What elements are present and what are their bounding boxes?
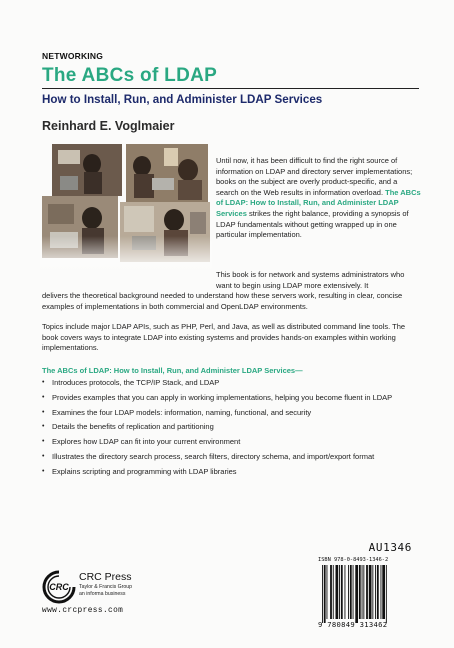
audience-paragraph-start: This book is for network and systems administrators who want to begin using LDAP more extensively. It [216,270,405,290]
barcode-bar [330,565,332,619]
barcode-bar [353,565,354,619]
barcode-bar [359,565,361,619]
category-label: NETWORKING [42,51,104,61]
crc-press-logo-icon [42,570,76,604]
bullet-icon: • [42,467,45,475]
barcode-bar [366,565,368,619]
barcode-bar [324,565,326,623]
barcode-bar [336,565,339,619]
bullet-icon: • [42,408,45,416]
barcode-bar [362,565,363,619]
barcode-bar [386,565,387,623]
barcode-bar [327,565,328,619]
list-item: • Details the benefits of replication and partitioning [42,422,214,432]
audience-paragraph-continued: delivers the theoretical background needed to understand how these servers work, resulting in clear, concise examples of implementations in both commercial and OpenLDAP environments. [42,291,403,311]
publisher-business: an informa business [79,591,126,597]
publisher-group: Taylor & Francis Group [79,584,133,590]
barcode-bar [375,565,376,619]
intro-paragraph [216,156,421,241]
list-item: • Explains scripting and programming with LDAP libraries [42,466,237,476]
book-subtitle: How to Install, Run, and Administer LDAP Services [42,93,323,106]
book-title: The ABCs of LDAP [42,65,218,86]
intro-text-end: strikes the right balance, providing a synopsis of LDAP fundamentals without getting wrapped up in one particular implementation. [216,208,409,240]
barcode-bar [322,565,323,623]
bullet-icon: • [42,423,45,431]
logo-text: CRC [49,582,69,592]
barcode-bar [350,565,352,619]
barcode-bar [333,565,334,619]
list-item: • Explores how LDAP can fit into your current environment [42,437,241,447]
title-divider [42,88,419,89]
barcode-bar [372,565,373,619]
barcode-bar [369,565,372,619]
features-heading: The ABCs of LDAP: How to Install, Run, and Administer LDAP Services— [42,366,303,375]
list-item: • Provides examples that you can apply in working implementations, helping you become fluent in LDAP [42,392,393,402]
bullet-icon: • [42,379,45,386]
photo-collage [40,140,212,272]
barcode-bar [382,565,385,619]
bullet-icon: • [42,438,45,446]
barcode-bar [363,565,364,619]
barcode-bar [355,565,358,623]
barcode-bar [348,565,349,619]
barcode-bar [345,565,346,619]
barcode-bar [341,565,343,619]
list-item: • Illustrates the directory search process, search filters, directory schema, and import/export format [42,451,375,461]
barcode-digits: 9 780849 313462 [318,620,388,629]
publisher-url: www.crcpress.com [42,607,124,615]
catalog-code: AU1346 [368,541,412,554]
intro-highlight: The ABCs of LDAP: How to Install, Run, and Administer LDAP Services [216,187,421,218]
barcode-bar [339,565,340,619]
publisher-block [42,570,192,625]
topics-paragraph: Topics include major LDAP APIs, such as PHP, Perl, and Java, as well as distributed command line tools. The book covers ways to integrate LDAP into existing systems and provides hands-on examples within working implementations. [42,322,406,353]
list-item: • Examines the four LDAP models: information, naming, functional, and security [42,407,312,417]
isbn-label: ISBN 978-0-8493-1346-2 [318,557,389,563]
list-item: • Introduces protocols, the TCP/IP Stack, and LDAP [42,378,220,387]
publisher-name: CRC Press [79,571,132,583]
bullet-icon: • [42,393,45,401]
author-name: Reinhard E. Voglmaier [42,119,175,133]
barcode-bar [377,565,379,619]
barcode-bar [381,565,382,619]
intro-text: Until now, it has been difficult to find the right source of information on LDAP and directory server implementations; books on the subject are overly product-specific, and a search on the Web results in information overload. [216,156,413,197]
bullet-icon: • [42,452,45,460]
features-list [42,378,422,481]
photo-collage-image [40,140,212,272]
isbn-barcode [318,565,414,623]
